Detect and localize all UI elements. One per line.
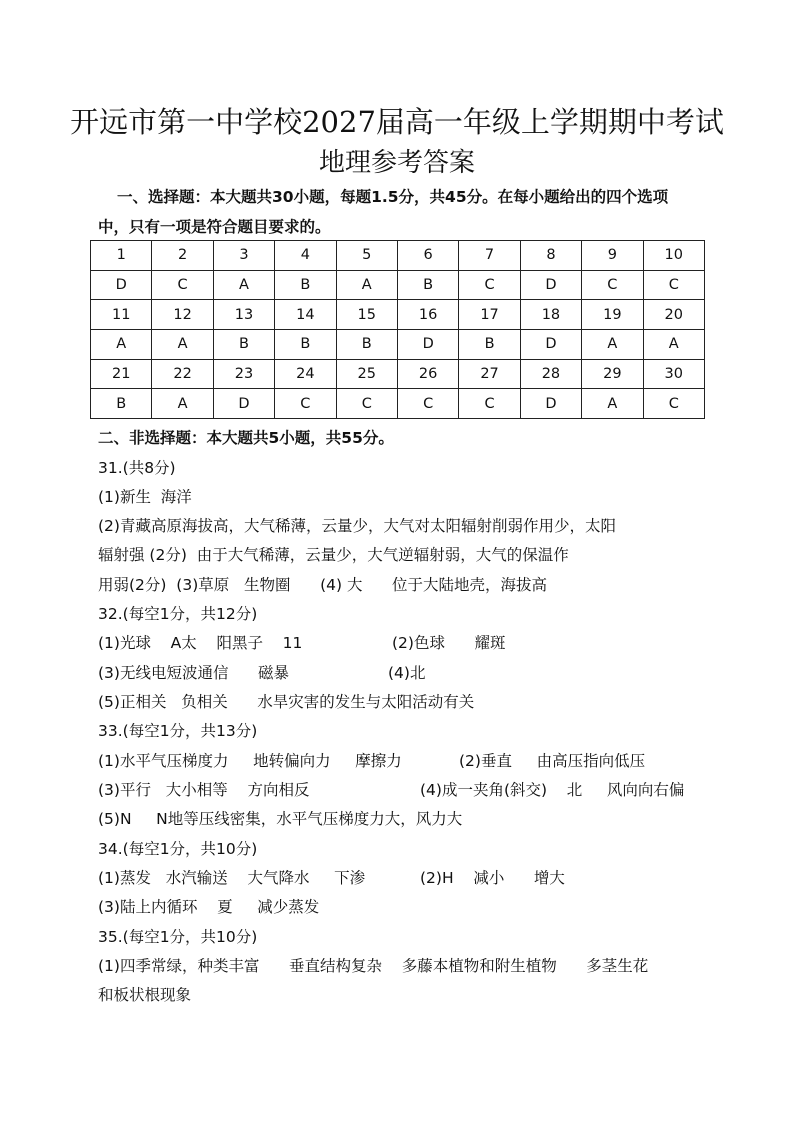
answer-cell: C bbox=[582, 270, 643, 300]
answer-cell: C bbox=[397, 389, 458, 419]
question-number-cell: 2 bbox=[152, 241, 213, 271]
answer-cell: A bbox=[582, 389, 643, 419]
answer-cell: A bbox=[152, 389, 213, 419]
question-number-cell: 25 bbox=[336, 359, 397, 389]
question-number-cell: 9 bbox=[582, 241, 643, 271]
q31-heading: 31.(共8分) bbox=[98, 459, 176, 477]
answer-cell: D bbox=[520, 330, 581, 360]
answer-cell: D bbox=[520, 270, 581, 300]
answer-cell: D bbox=[91, 270, 152, 300]
answer-cell: B bbox=[397, 270, 458, 300]
q32-line3: (5)正相关 负相关 水旱灾害的发生与太阳活动有关 bbox=[98, 693, 475, 711]
answer-cell: B bbox=[91, 389, 152, 419]
question-number-cell: 28 bbox=[520, 359, 581, 389]
answer-table bbox=[90, 240, 705, 419]
section1-heading-line1: 一、选择题：本大题共30小题，每题1.5分，共45分。在每小题给出的四个选项 bbox=[117, 188, 669, 206]
answer-cell: D bbox=[520, 389, 581, 419]
answer-cell: A bbox=[643, 330, 704, 360]
question-number-cell: 3 bbox=[213, 241, 274, 271]
q35-line1: (1)四季常绿，种类丰富 垂直结构复杂 多藤本植物和附生植物 多茎生花 bbox=[98, 957, 649, 975]
question-number-cell: 13 bbox=[213, 300, 274, 330]
question-number-cell: 19 bbox=[582, 300, 643, 330]
answer-row bbox=[91, 270, 705, 300]
question-number-cell: 24 bbox=[275, 359, 336, 389]
question-number-cell: 14 bbox=[275, 300, 336, 330]
question-number-cell: 21 bbox=[91, 359, 152, 389]
question-number-cell: 18 bbox=[520, 300, 581, 330]
answer-cell: C bbox=[275, 389, 336, 419]
q31-line4: 用弱(2分) (3)草原 生物圈 (4) 大 位于大陆地壳，海拔高 bbox=[98, 576, 548, 594]
q32-heading: 32.(每空1分，共12分) bbox=[98, 605, 258, 623]
answer-cell: C bbox=[152, 270, 213, 300]
question-number-cell: 6 bbox=[397, 241, 458, 271]
answer-cell: D bbox=[213, 389, 274, 419]
answer-cell: B bbox=[213, 330, 274, 360]
question-number-cell: 16 bbox=[397, 300, 458, 330]
q34-line1b: (2)H 减小 增大 bbox=[420, 869, 565, 887]
q35-line2: 和板状根现象 bbox=[98, 986, 192, 1004]
answer-cell: A bbox=[213, 270, 274, 300]
question-number-cell: 4 bbox=[275, 241, 336, 271]
question-number-cell: 20 bbox=[643, 300, 704, 330]
question-number-cell: 15 bbox=[336, 300, 397, 330]
answer-cell: C bbox=[643, 389, 704, 419]
answer-cell: C bbox=[643, 270, 704, 300]
question-number-cell: 17 bbox=[459, 300, 520, 330]
answer-cell: C bbox=[336, 389, 397, 419]
section2-heading: 二、非选择题：本大题共5小题，共55分。 bbox=[98, 429, 394, 447]
answer-cell: D bbox=[397, 330, 458, 360]
question-number-row bbox=[91, 359, 705, 389]
answer-cell: B bbox=[275, 330, 336, 360]
q32-line2b: (4)北 bbox=[388, 664, 426, 682]
answer-cell: B bbox=[459, 330, 520, 360]
answer-cell: C bbox=[459, 270, 520, 300]
question-number-row bbox=[91, 300, 705, 330]
q31-line1: (1)新生 海洋 bbox=[98, 488, 192, 506]
q32-line2a: (3)无线电短波通信 磁暴 bbox=[98, 664, 290, 682]
q31-line3: 辐射强 (2分) 由于大气稀薄，云量少，大气逆辐射弱，大气的保温作 bbox=[98, 546, 569, 564]
answer-cell: A bbox=[582, 330, 643, 360]
answer-cell: A bbox=[336, 270, 397, 300]
q34-line1a: (1)蒸发 水汽输送 大气降水 下渗 bbox=[98, 869, 366, 887]
question-number-cell: 23 bbox=[213, 359, 274, 389]
answer-cell: C bbox=[459, 389, 520, 419]
document-subtitle: 地理参考答案 bbox=[318, 148, 475, 178]
answer-cell: B bbox=[275, 270, 336, 300]
question-number-cell: 30 bbox=[643, 359, 704, 389]
question-number-cell: 11 bbox=[91, 300, 152, 330]
question-number-cell: 10 bbox=[643, 241, 704, 271]
document-title: 开远市第一中学校2027届高一年级上学期期中考试 bbox=[70, 105, 724, 139]
q33-line2a: (3)平行 大小相等 方向相反 bbox=[98, 781, 310, 799]
answer-cell: A bbox=[152, 330, 213, 360]
answer-cell: A bbox=[91, 330, 152, 360]
q35-heading: 35.(每空1分，共10分) bbox=[98, 928, 258, 946]
answer-row bbox=[91, 330, 705, 360]
q34-heading: 34.(每空1分，共10分) bbox=[98, 840, 258, 858]
answer-cell: B bbox=[336, 330, 397, 360]
question-number-cell: 8 bbox=[520, 241, 581, 271]
q32-line1b: (2)色球 耀斑 bbox=[392, 634, 506, 652]
question-number-cell: 7 bbox=[459, 241, 520, 271]
question-number-cell: 29 bbox=[582, 359, 643, 389]
question-number-cell: 5 bbox=[336, 241, 397, 271]
q33-line2b: (4)成一夹角(斜交) 北 风向向右偏 bbox=[420, 781, 685, 799]
question-number-cell: 27 bbox=[459, 359, 520, 389]
q34-line2: (3)陆上内循环 夏 减少蒸发 bbox=[98, 898, 320, 916]
q32-line1a: (1)光球 A太 阳黑子 11 bbox=[98, 634, 303, 652]
question-number-cell: 1 bbox=[91, 241, 152, 271]
section1-heading-line2: 中，只有一项是符合题目要求的。 bbox=[98, 218, 331, 236]
q33-heading: 33.(每空1分，共13分) bbox=[98, 722, 258, 740]
q33-line3: (5)N N地等压线密集，水平气压梯度力大，风力大 bbox=[98, 810, 463, 828]
question-number-cell: 26 bbox=[397, 359, 458, 389]
q33-line1b: (2)垂直 由高压指向低压 bbox=[459, 752, 646, 770]
q33-line1a: (1)水平气压梯度力 地转偏向力 摩擦力 bbox=[98, 752, 402, 770]
q31-line2: (2)青藏高原海拔高，大气稀薄，云量少，大气对太阳辐射削弱作用少，太阳 bbox=[98, 517, 616, 535]
question-number-cell: 12 bbox=[152, 300, 213, 330]
answer-row bbox=[91, 389, 705, 419]
question-number-cell: 22 bbox=[152, 359, 213, 389]
question-number-row bbox=[91, 241, 705, 271]
